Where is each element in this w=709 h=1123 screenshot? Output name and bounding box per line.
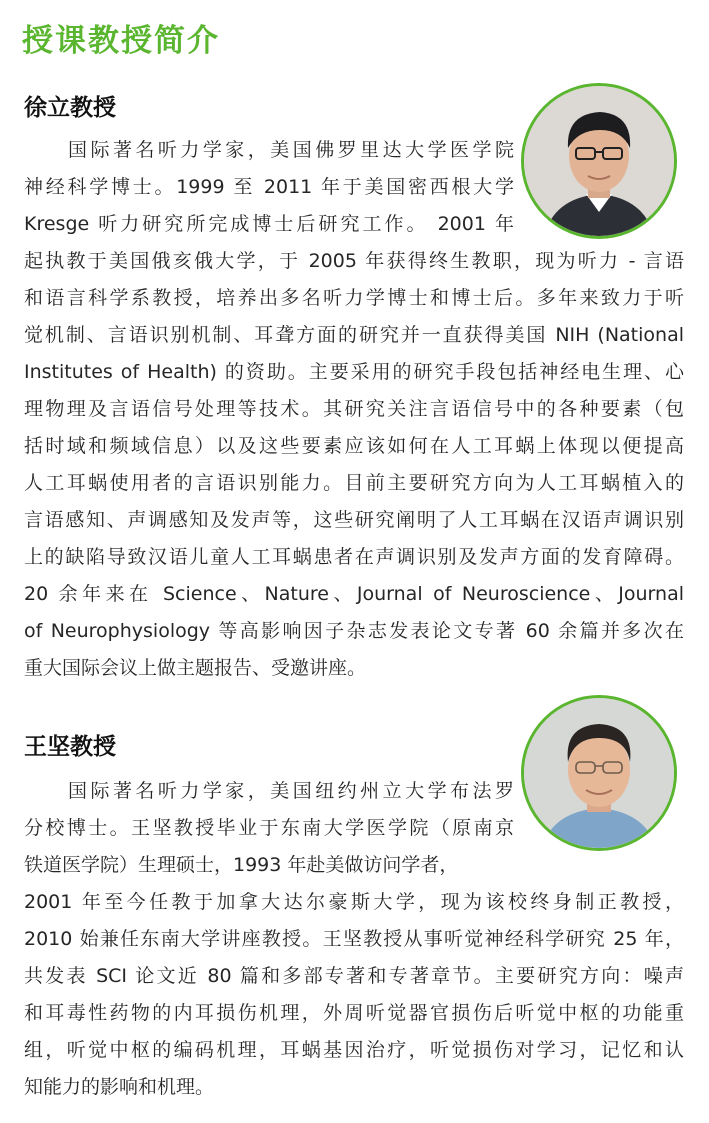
professor-name: 王坚教授 <box>24 734 116 760</box>
bio-line: 上的缺陷导致汉语儿童人工耳蜗患者在声调识别及发声方面的发育障碍。 <box>24 546 684 568</box>
portrait-photo <box>524 86 674 236</box>
bio-line: 铁道医学院）生理硕士，1993 年赴美做访问学者， <box>24 854 459 876</box>
bio-line: Institutes of Health) 的资助。主要采用的研究手段包括神经电生理、心 <box>24 361 684 383</box>
bio-line: 2010 始兼任东南大学讲座教授。王坚教授从事听觉神经科学研究 25 年， <box>24 928 684 950</box>
bio-line: 人工耳蜗使用者的言语识别能力。目前主要研究方向为人工耳蜗植入的 <box>24 472 684 494</box>
bio-line: 括时域和频域信息）以及这些要素应该如何在人工耳蜗上体现以便提高 <box>24 435 684 457</box>
professor-photo <box>521 695 677 851</box>
bio-line: of Neurophysiology 等高影响因子杂志发表论文专著 60 余篇并多次在 <box>24 620 684 642</box>
professor-name: 徐立教授 <box>24 95 116 121</box>
professor-photo <box>521 83 677 239</box>
bio-line: 知能力的影响和机理。 <box>24 1076 215 1098</box>
bio-line: 分校博士。王坚教授毕业于东南大学医学院（原南京 <box>24 817 514 839</box>
bio-line: 20 余年来在 Science、Nature、Journal of Neuroscience、Journal <box>24 583 684 605</box>
bio-line: Kresge 听力研究所完成博士后研究工作。 2001 年 <box>24 213 514 235</box>
page-title: 授课教授简介 <box>22 23 220 59</box>
bio-line: 共发表 SCI 论文近 80 篇和多部专著和专著章节。主要研究方向：噪声 <box>24 965 684 987</box>
bio-line: 言语感知、声调感知及发声等，这些研究阐明了人工耳蜗在汉语声调识别 <box>24 509 684 531</box>
bio-line: 组，听觉中枢的编码机理，耳蜗基因治疗，听觉损伤对学习，记忆和认 <box>24 1039 684 1061</box>
bio-line: 国际著名听力学家，美国佛罗里达大学医学院 <box>68 139 514 161</box>
bio-line: 和语言科学系教授，培养出多名听力学博士和博士后。多年来致力于听 <box>24 287 684 309</box>
bio-line: 和耳毒性药物的内耳损伤机理，外周听觉器官损伤后听觉中枢的功能重 <box>24 1002 684 1024</box>
portrait-photo <box>524 698 674 848</box>
bio-line: 理物理及言语信号处理等技术。其研究关注言语信号中的各种要素（包 <box>24 398 684 420</box>
bio-line: 国际著名听力学家，美国纽约州立大学布法罗 <box>68 780 514 802</box>
bio-line: 重大国际会议上做主题报告、受邀讲座。 <box>24 657 367 679</box>
bio-line: 觉机制、言语识别机制、耳聋方面的研究并一直获得美国 NIH (National <box>24 324 684 346</box>
bio-line: 神经科学博士。1999 至 2011 年于美国密西根大学 <box>24 176 514 198</box>
bio-line: 起执教于美国俄亥俄大学，于 2005 年获得终生教职，现为听力 - 言语 <box>24 250 684 272</box>
bio-line: 2001 年至今任教于加拿大达尔豪斯大学，现为该校终身制正教授， <box>24 891 684 913</box>
